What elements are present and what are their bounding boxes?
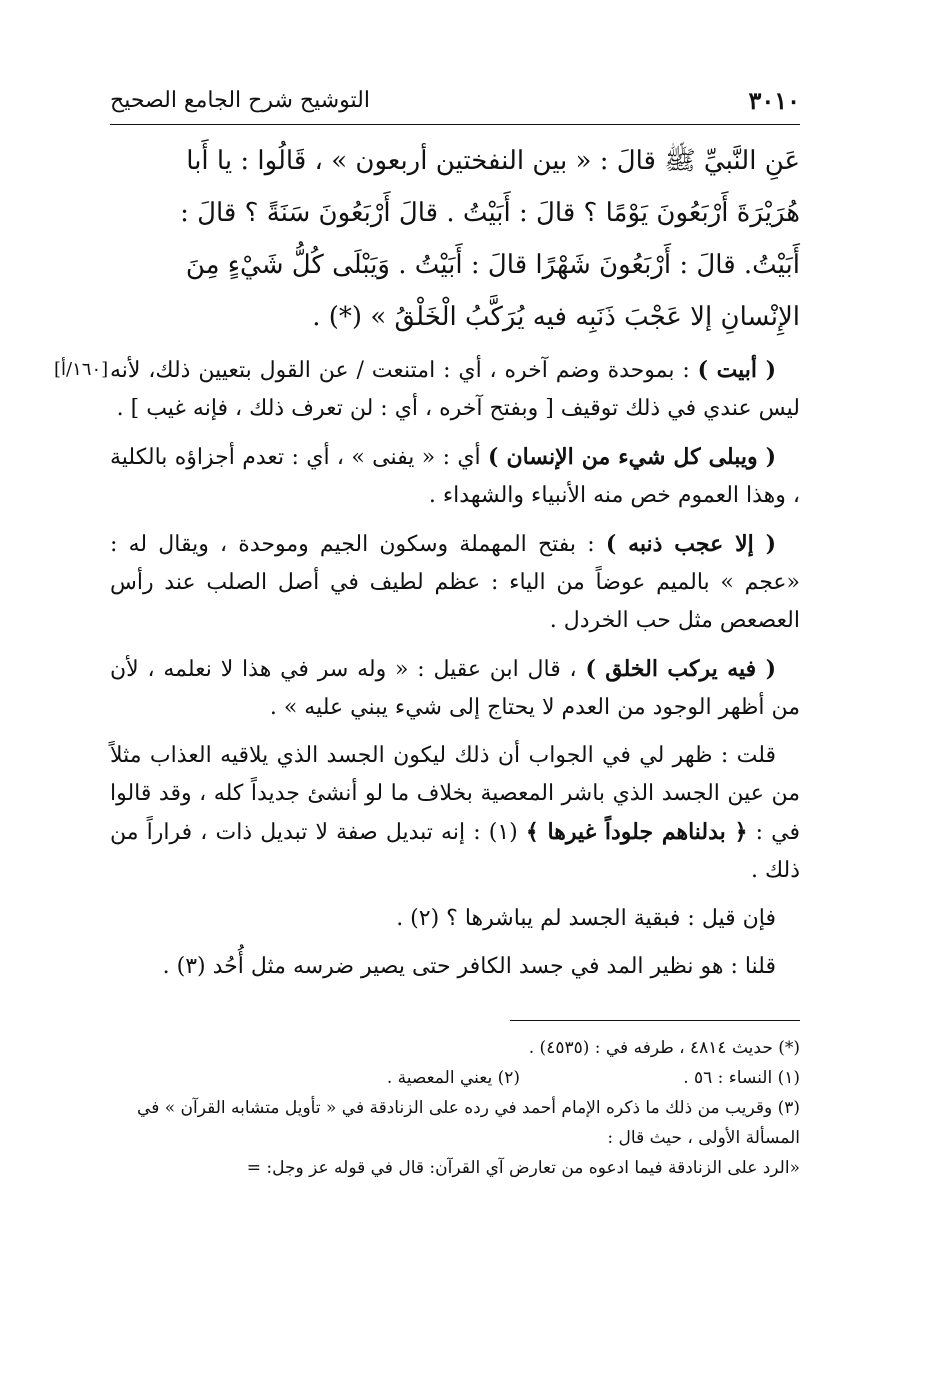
hadith-line: أَبَيْتُ. قالَ : أَرْبَعُونَ شَهْرًا قالَ : أَبَيْتُ . وَيَبْلَى كُلُّ شَيْءٍ مِنَ bbox=[185, 250, 800, 280]
lemma: ( فيه يركب الخلق ) bbox=[585, 656, 777, 682]
quran-quote: ﴿ بدلناهم جلوداً غيرها ﴾ bbox=[525, 819, 748, 845]
footnotes bbox=[110, 1033, 800, 1183]
lemma: ( ويبلى كل شيء من الإنسان ) bbox=[488, 444, 777, 470]
commentary-paragraph bbox=[54, 351, 800, 428]
footnote-3: (٣) وقريب من ذلك ما ذكره الإمام أحمد في رده على الزنادقة في « تأويل متشابه القرآن » في المسألة الأولى ، حيث قال : bbox=[137, 1098, 800, 1148]
margin-folio-reference: [١٦٠/أ] bbox=[54, 359, 109, 380]
footnote-star: (*) حديث ٤٨١٤ ، طرفه في : (٤٥٣٥) . bbox=[528, 1038, 800, 1058]
hadith-line: الإِنْسانِ إلا عَجْبَ ذَنَبِه فيه يُرَكَّبُ الْخَلْقُ » (*) . bbox=[312, 302, 800, 332]
commentary-paragraph bbox=[110, 737, 800, 890]
page bbox=[54, 80, 800, 1320]
hadith-line: عَنِ النَّبيِّ ﷺ قالَ : « بين النفختين أربعون » ، قَالُوا : يا أَبا bbox=[186, 146, 800, 176]
commentary bbox=[54, 351, 800, 986]
footnote-row bbox=[110, 1063, 800, 1093]
lemma: ( إلا عجب ذنبه ) bbox=[605, 531, 776, 557]
lemma: ( أبيت ) bbox=[697, 357, 776, 383]
page-header bbox=[110, 80, 800, 125]
footnote-3-continuation: «الرد على الزنادقة فيما ادعوه من تعارض آي القرآن: قال في قوله عز وجل: = bbox=[246, 1158, 800, 1178]
explanation: أي : « يفنى » ، أي : تعدم أجزاؤه بالكلية ، وهذا العموم خص منه الأنبياء والشهداء . bbox=[110, 445, 800, 508]
commentary-paragraph bbox=[110, 650, 800, 727]
footnote-2: (٢) يعني المعصية . bbox=[386, 1068, 520, 1088]
commentary-paragraph bbox=[110, 525, 800, 640]
explanation: : بموحدة وضم آخره ، أي : امتنعت / عن القول بتعيين ذلك، لأنه ليس عندي في ذلك توقيف [ وبفتح آخره ، أي : لن تعرف ذلك ، فإنه غيب ] . bbox=[110, 358, 800, 421]
footnote-1: (١) النساء : ٥٦ . bbox=[683, 1068, 800, 1088]
commentary-paragraph: فإن قيل : فبقية الجسد لم يباشرها ؟ (٢) . bbox=[396, 906, 776, 931]
explanation: ، قال ابن عقيل : « وله سر في هذا لا نعلمه ، لأن من أظهر الوجود من العدم لا يحتاج إلى شيء يبني عليه » . bbox=[110, 657, 800, 720]
explanation: قلت : ظهر لي في الجواب أن ذلك ليكون الجسد الذي يلاقيه العذاب مثلاً من عين الجسد الذي باشر المعصية بخلاف ما لو أنشئ جديداً كله ، وقد قالوا في : bbox=[110, 743, 800, 845]
commentary-paragraph: قلنا : هو نظير المد في جسد الكافر حتى يصير ضرسه مثل أُحُد (٣) . bbox=[162, 954, 776, 979]
explanation: (١) : إنه تبديل صفة لا تبديل ذات ، فراراً من ذلك . bbox=[110, 820, 800, 883]
page-number: ٣٠١٠ bbox=[748, 86, 800, 115]
commentary-paragraph bbox=[110, 438, 800, 515]
running-title: التوشيح شرح الجامع الصحيح bbox=[110, 88, 370, 113]
hadith-line: هُرَيْرَةَ أَرْبَعُونَ يَوْمًا ؟ قالَ : أَبَيْتُ . قالَ أَرْبَعُونَ سَنَةً ؟ قالَ : bbox=[180, 198, 800, 228]
hadith-text bbox=[110, 135, 800, 343]
footnote-divider bbox=[510, 1020, 800, 1021]
explanation: : بفتح المهملة وسكون الجيم وموحدة ، ويقال له : «عجم » بالميم عوضاً من الياء : عظم لطيف في أصل الصلب عند رأس العصعص مثل حب الخردل . bbox=[110, 532, 800, 633]
